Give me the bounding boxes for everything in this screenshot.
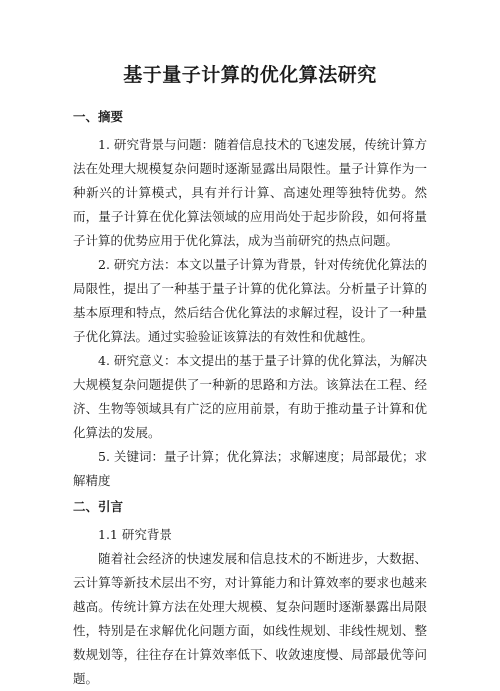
intro-paragraph-background: 随着社会经济的快速发展和信息技术的不断进步，大数据、云计算等新技术层出不穷，对计算能力和计算效率的要求也越来越高。传统计算方法在处理大规模、复杂问题时逐渐暴露出局限性，特别是在求解优化问题方面，如线性规划、非线性规划、整数规划等，往往存在计算效率低下、收敛速度慢、局部最优等问题。 xyxy=(73,551,427,686)
intro-heading: 二、引言 xyxy=(73,499,124,514)
intro-section xyxy=(73,495,427,691)
abstract-paragraph-method: 2. 研究方法：本文以量子计算为背景，针对传统优化算法的局限性，提出了一种基于量子计算的优化算法。分析量子计算的基本原理和特点，然后结合优化算法的求解过程，设计了一种量子优化算法。通过实验验证该算法的有效性和优越性。 xyxy=(73,257,427,344)
abstract-paragraph-background: 1. 研究背景与问题：随着信息技术的飞速发展，传统计算方法在处理大规模复杂问题时逐渐显露出局限性。量子计算作为一种新兴的计算模式，具有并行计算、高速处理等独特优势。然而，量子计算在优化算法领域的应用尚处于起步阶段，如何将量子计算的优势应用于优化算法，成为当前研究的热点问题。 xyxy=(73,137,427,248)
abstract-section xyxy=(73,105,427,493)
abstract-heading: 一、摘要 xyxy=(73,109,124,124)
intro-subheading: 1.1 研究背景 xyxy=(98,527,172,542)
abstract-paragraph-significance: 4. 研究意义：本文提出的基于量子计算的优化算法，为解决大规模复杂问题提供了一种新的思路和方法。该算法在工程、经济、生物等领域具有广泛的应用前景，有助于推动量子计算和优化算法的发展。 xyxy=(73,353,427,440)
page-title: 基于量子计算的优化算法研究 xyxy=(123,64,377,86)
abstract-paragraph-keywords: 5. 关键词：量子计算；优化算法；求解速度；局部最优；求解精度 xyxy=(73,449,427,488)
